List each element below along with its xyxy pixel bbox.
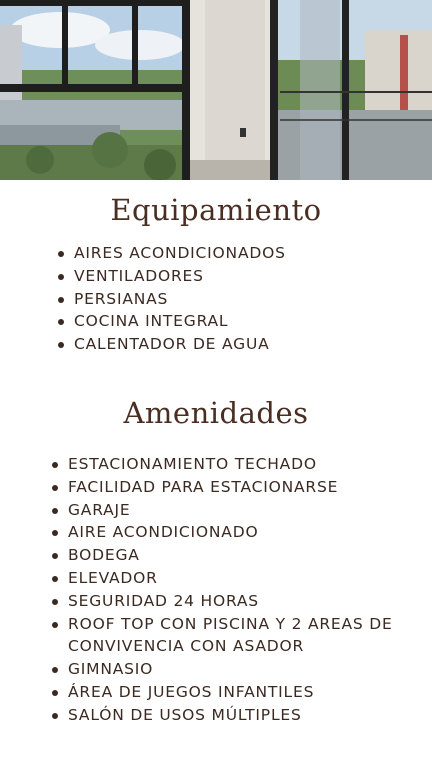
- list-item: GIMNASIO: [50, 658, 410, 681]
- list-item: GARAJE: [50, 499, 410, 522]
- list-item: ROOF TOP CON PISCINA Y 2 AREAS DE CONVIVENCIA CON ASADOR: [50, 613, 410, 659]
- list-item: VENTILADORES: [56, 265, 416, 288]
- list-item: AIRE ACONDICIONADO: [50, 521, 410, 544]
- list-item: SEGURIDAD 24 HORAS: [50, 590, 410, 613]
- list-item: CALENTADOR DE AGUA: [56, 333, 416, 356]
- list-item: AIRES ACONDICIONADOS: [56, 242, 416, 265]
- list-item: ELEVADOR: [50, 567, 410, 590]
- apartment-interior-photo: [0, 0, 432, 180]
- list-item: ESTACIONAMIENTO TECHADO: [50, 453, 410, 476]
- list-item: ÁREA DE JUEGOS INFANTILES: [50, 681, 410, 704]
- list-item: PERSIANAS: [56, 288, 416, 311]
- list-item: COCINA INTEGRAL: [56, 310, 416, 333]
- list-item: BODEGA: [50, 544, 410, 567]
- list-item: SALÓN DE USOS MÚLTIPLES: [50, 704, 410, 727]
- list-item: FACILIDAD PARA ESTACIONARSE: [50, 476, 410, 499]
- equipment-title: Equipamiento: [110, 193, 322, 227]
- amenities-list: [50, 453, 410, 727]
- amenities-title: Amenidades: [123, 396, 309, 430]
- equipment-list: [56, 242, 416, 356]
